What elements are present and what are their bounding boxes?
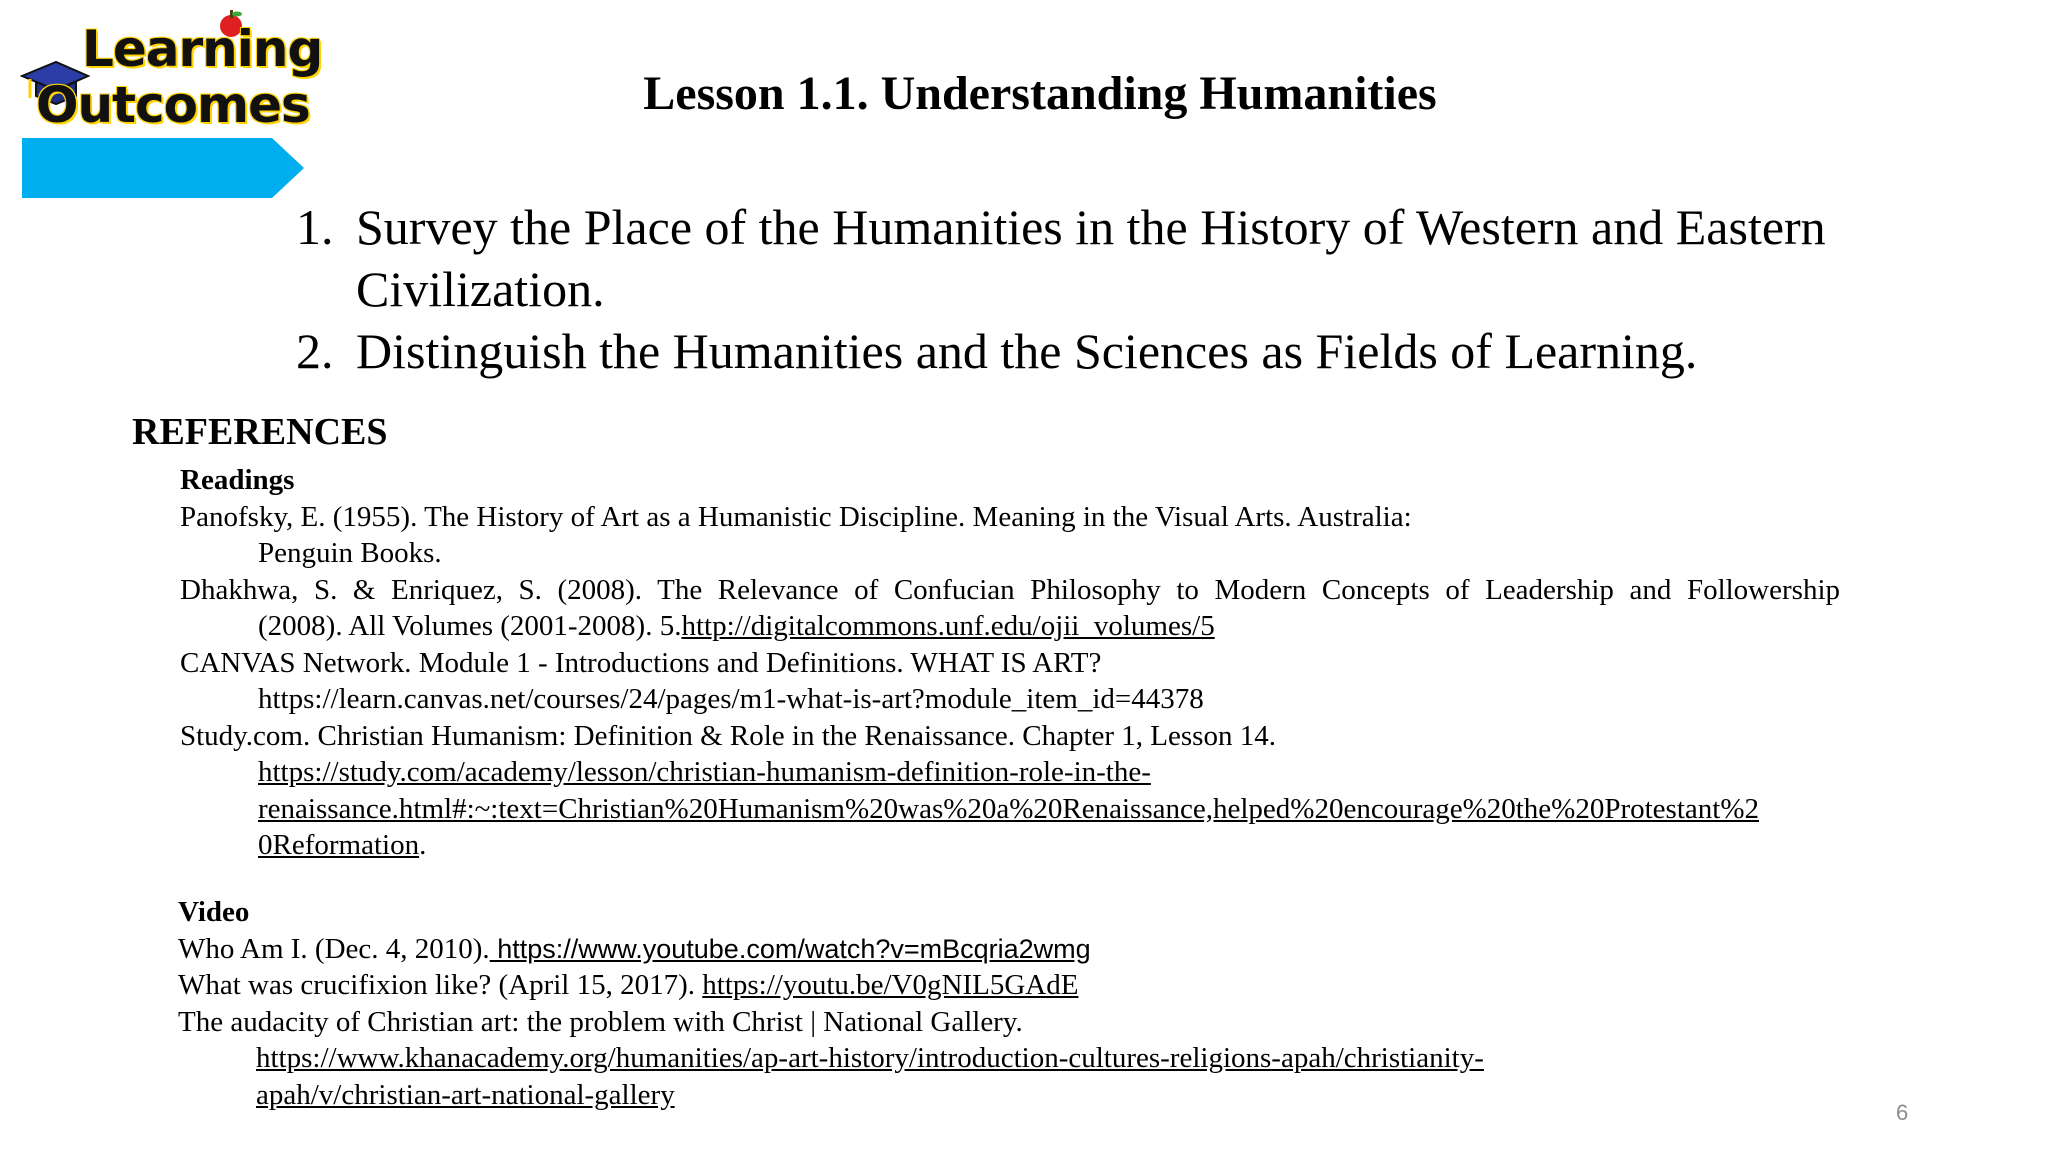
learning-outcomes-list (292, 196, 1952, 382)
video-crucifixion-text: What was crucifixion like? (April 15, 2017). (178, 969, 703, 1001)
video-audacity-link-line1 (178, 1040, 1858, 1077)
video-who-am-i (178, 931, 1858, 968)
learning-outcomes-logo (20, 8, 323, 198)
digitalcommons-link[interactable]: http://digitalcommons.unf.edu/ojii_volumes/5 (681, 610, 1215, 642)
video-audacity-line1: The audacity of Christian art: the problem with Christ | National Gallery. (178, 1005, 1023, 1038)
video-crucifixion (178, 967, 1858, 1004)
video-heading: Video (178, 896, 250, 928)
logo-word-outcomes: Outcomes (36, 76, 310, 134)
reference-study-link-line3 (180, 827, 1860, 864)
readings-heading: Readings (180, 464, 295, 496)
outcome-text: Survey the Place of the Humanities in the History of Western and Eastern Civilization. (356, 199, 1826, 317)
video-who-am-i-text: Who Am I. (Dec. 4, 2010). (178, 932, 490, 965)
lesson-title: Lesson 1.1. Understanding Humanities (643, 67, 1437, 120)
reference-dhakhwa-line1: Dhakhwa, S. & Enriquez, S. (2008). The Relevance of Confucian Philosophy to Modern Concepts of Leadership and Followership (180, 573, 1840, 606)
outcome-item (292, 320, 1952, 382)
reference-dhakhwa-line2 (180, 608, 1860, 645)
outcome-number: 1. (296, 199, 334, 255)
reference-dhakhwa-text: (2008). All Volumes (2001-2008). 5. (258, 610, 682, 642)
reference-study-line1: Study.com. Christian Humanism: Definition & Role in the Renaissance. Chapter 1, Lesson 14. (180, 719, 1276, 752)
readings-section (180, 462, 1860, 864)
reference-canvas-url: https://learn.canvas.net/courses/24/pages/m1-what-is-art?module_item_id=44378 (258, 683, 1204, 715)
references-heading: REFERENCES (132, 411, 388, 453)
youtube-link[interactable]: https://www.youtube.com/watch?v=mBcqria2wmg (489, 933, 1091, 964)
khanacademy-link-part2[interactable]: apah/v/christian-art-national-gallery (256, 1078, 675, 1111)
khanacademy-link-part1[interactable]: https://www.khanacademy.org/humanities/ap-art-history/introduction-cultures-religions-apah/christianity- (256, 1042, 1484, 1074)
video-section (178, 894, 1858, 1113)
youtu-be-link[interactable]: https://youtu.be/V0gNIL5GAdE (702, 969, 1079, 1001)
reference-panofsky-line1: Panofsky, E. (1955). The History of Art as a Humanistic Discipline. Meaning in the Visual Arts. Australia: (180, 500, 1412, 533)
study-link-part3[interactable]: 0Reformation (258, 829, 420, 861)
outcome-text: Distinguish the Humanities and the Sciences as Fields of Learning. (356, 323, 1698, 379)
outcome-number: 2. (296, 323, 334, 379)
logo-word-learning: Learning (82, 20, 323, 78)
outcome-item (292, 196, 1952, 320)
study-link-part2[interactable]: renaissance.html#:~:text=Christian%20Humanism%20was%20a%20Renaissance,helped%20encourage%20the%20Protestant%2 (258, 792, 1759, 825)
reference-study-link-line1 (180, 754, 1860, 791)
reference-canvas-line1: CANVAS Network. Module 1 - Introductions and Definitions. WHAT IS ART? (180, 646, 1102, 679)
study-link-suffix: . (419, 829, 427, 861)
blue-arrow-banner (22, 138, 304, 198)
reference-study-link-line2 (180, 791, 1860, 828)
study-link-part1[interactable]: https://study.com/academy/lesson/christian-humanism-definition-role-in-the- (258, 756, 1151, 788)
reference-panofsky-line2: Penguin Books. (258, 537, 442, 569)
slide-page-number: 6 (1896, 1100, 1909, 1125)
video-audacity-link-line2 (178, 1077, 1858, 1114)
